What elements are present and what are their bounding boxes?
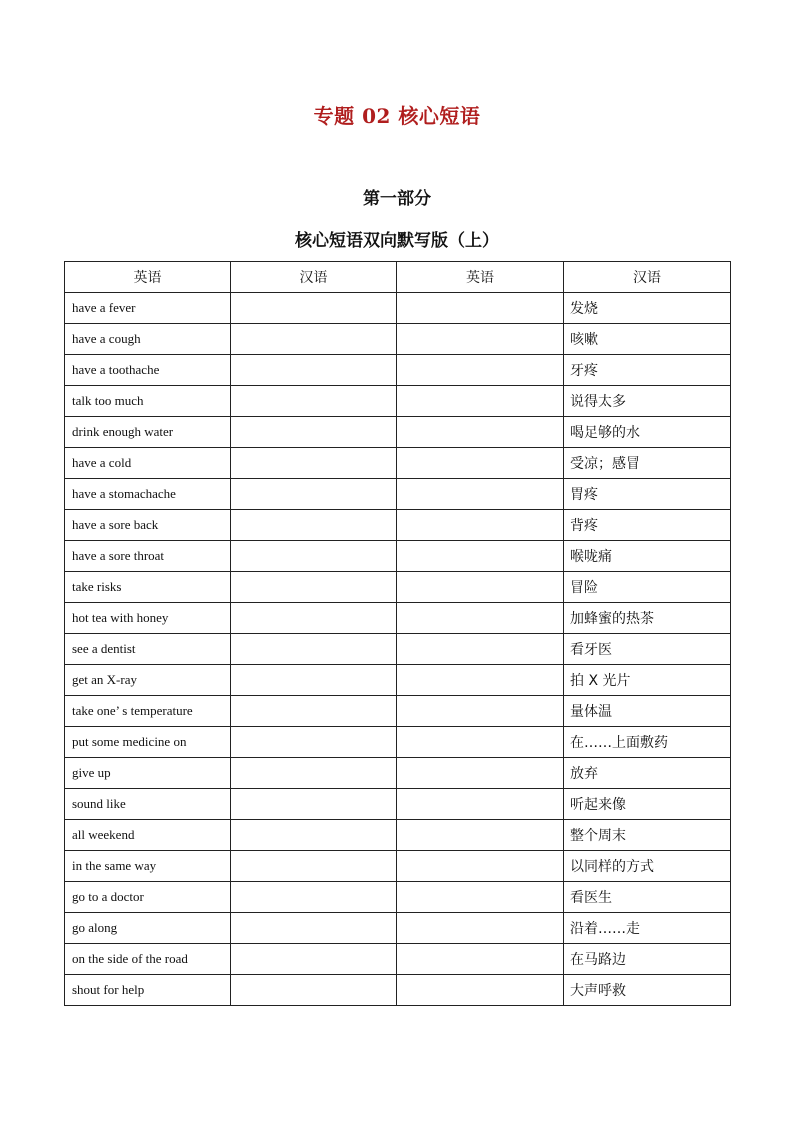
table-row bbox=[65, 758, 731, 789]
english-answer-blank bbox=[397, 882, 564, 913]
chinese-answer-blank bbox=[231, 882, 397, 913]
header-english-1: 英语 bbox=[65, 262, 231, 293]
english-answer-blank bbox=[397, 634, 564, 665]
table-header-row bbox=[65, 262, 731, 293]
table-row bbox=[65, 417, 731, 448]
table-row bbox=[65, 479, 731, 510]
table-row bbox=[65, 944, 731, 975]
english-phrase-cell: take risks bbox=[65, 572, 231, 603]
english-answer-blank bbox=[397, 851, 564, 882]
chinese-phrase-cell: 喉咙痛 bbox=[564, 541, 731, 572]
english-answer-blank bbox=[397, 665, 564, 696]
english-answer-blank bbox=[397, 355, 564, 386]
chinese-answer-blank bbox=[231, 293, 397, 324]
header-english-2: 英语 bbox=[397, 262, 564, 293]
chinese-answer-blank bbox=[231, 913, 397, 944]
english-answer-blank bbox=[397, 727, 564, 758]
table-row bbox=[65, 355, 731, 386]
table-row bbox=[65, 603, 731, 634]
chinese-phrase-cell: 整个周末 bbox=[564, 820, 731, 851]
chinese-answer-blank bbox=[231, 696, 397, 727]
chinese-answer-blank bbox=[231, 572, 397, 603]
chinese-phrase-cell: 以同样的方式 bbox=[564, 851, 731, 882]
english-answer-blank bbox=[397, 293, 564, 324]
table-row bbox=[65, 820, 731, 851]
document-title: 专题 02 核心短语 bbox=[313, 104, 481, 128]
english-phrase-cell: hot tea with honey bbox=[65, 603, 231, 634]
chinese-answer-blank bbox=[231, 634, 397, 665]
chinese-phrase-cell: 胃疼 bbox=[564, 479, 731, 510]
chinese-answer-blank bbox=[231, 975, 397, 1006]
english-phrase-cell: have a toothache bbox=[65, 355, 231, 386]
english-phrase-cell: sound like bbox=[65, 789, 231, 820]
english-phrase-cell: go to a doctor bbox=[65, 882, 231, 913]
english-answer-blank bbox=[397, 944, 564, 975]
english-phrase-cell: have a cold bbox=[65, 448, 231, 479]
chinese-answer-blank bbox=[231, 324, 397, 355]
english-answer-blank bbox=[397, 448, 564, 479]
chinese-phrase-cell: 拍 X 光片 bbox=[564, 665, 731, 696]
table-row bbox=[65, 293, 731, 324]
chinese-answer-blank bbox=[231, 386, 397, 417]
chinese-answer-blank bbox=[231, 510, 397, 541]
english-answer-blank bbox=[397, 789, 564, 820]
chinese-phrase-cell: 看牙医 bbox=[564, 634, 731, 665]
chinese-answer-blank bbox=[231, 479, 397, 510]
vocabulary-table bbox=[64, 261, 731, 1006]
english-phrase-cell: see a dentist bbox=[65, 634, 231, 665]
table-row bbox=[65, 851, 731, 882]
header-chinese-1: 汉语 bbox=[231, 262, 397, 293]
chinese-phrase-cell: 量体温 bbox=[564, 696, 731, 727]
english-answer-blank bbox=[397, 696, 564, 727]
english-answer-blank bbox=[397, 417, 564, 448]
english-phrase-cell: give up bbox=[65, 758, 231, 789]
english-answer-blank bbox=[397, 758, 564, 789]
table-row bbox=[65, 665, 731, 696]
chinese-answer-blank bbox=[231, 541, 397, 572]
english-answer-blank bbox=[397, 913, 564, 944]
table-row bbox=[65, 634, 731, 665]
english-answer-blank bbox=[397, 572, 564, 603]
english-answer-blank bbox=[397, 479, 564, 510]
chinese-answer-blank bbox=[231, 851, 397, 882]
table-row bbox=[65, 727, 731, 758]
section-title: 第一部分 bbox=[363, 189, 431, 209]
table-row bbox=[65, 572, 731, 603]
english-answer-blank bbox=[397, 603, 564, 634]
chinese-phrase-cell: 背疼 bbox=[564, 510, 731, 541]
table-row bbox=[65, 324, 731, 355]
chinese-answer-blank bbox=[231, 417, 397, 448]
table-row bbox=[65, 696, 731, 727]
table-row bbox=[65, 882, 731, 913]
chinese-phrase-cell: 大声呼救 bbox=[564, 975, 731, 1006]
chinese-phrase-cell: 看医生 bbox=[564, 882, 731, 913]
chinese-phrase-cell: 放弃 bbox=[564, 758, 731, 789]
chinese-phrase-cell: 冒险 bbox=[564, 572, 731, 603]
english-answer-blank bbox=[397, 386, 564, 417]
chinese-answer-blank bbox=[231, 355, 397, 386]
chinese-phrase-cell: 受凉；感冒 bbox=[564, 448, 731, 479]
english-answer-blank bbox=[397, 820, 564, 851]
english-phrase-cell: have a fever bbox=[65, 293, 231, 324]
chinese-answer-blank bbox=[231, 820, 397, 851]
english-phrase-cell: all weekend bbox=[65, 820, 231, 851]
english-phrase-cell: put some medicine on bbox=[65, 727, 231, 758]
chinese-phrase-cell: 说得太多 bbox=[564, 386, 731, 417]
english-phrase-cell: have a cough bbox=[65, 324, 231, 355]
chinese-phrase-cell: 发烧 bbox=[564, 293, 731, 324]
table-row bbox=[65, 789, 731, 820]
chinese-answer-blank bbox=[231, 665, 397, 696]
english-phrase-cell: go along bbox=[65, 913, 231, 944]
chinese-answer-blank bbox=[231, 944, 397, 975]
chinese-phrase-cell: 加蜂蜜的热茶 bbox=[564, 603, 731, 634]
table-body bbox=[65, 293, 731, 1006]
english-phrase-cell: have a sore throat bbox=[65, 541, 231, 572]
english-phrase-cell: have a stomachache bbox=[65, 479, 231, 510]
chinese-answer-blank bbox=[231, 603, 397, 634]
table-caption: 核心短语双向默写版（上） bbox=[295, 231, 499, 251]
table-row bbox=[65, 386, 731, 417]
english-phrase-cell: drink enough water bbox=[65, 417, 231, 448]
chinese-answer-blank bbox=[231, 727, 397, 758]
table-row bbox=[65, 541, 731, 572]
english-phrase-cell: have a sore back bbox=[65, 510, 231, 541]
english-phrase-cell: on the side of the road bbox=[65, 944, 231, 975]
english-answer-blank bbox=[397, 975, 564, 1006]
chinese-answer-blank bbox=[231, 789, 397, 820]
table-row bbox=[65, 975, 731, 1006]
chinese-answer-blank bbox=[231, 448, 397, 479]
english-answer-blank bbox=[397, 324, 564, 355]
chinese-answer-blank bbox=[231, 758, 397, 789]
table-row bbox=[65, 510, 731, 541]
english-phrase-cell: take one’ s temperature bbox=[65, 696, 231, 727]
english-phrase-cell: in the same way bbox=[65, 851, 231, 882]
chinese-phrase-cell: 在……上面敷药 bbox=[564, 727, 731, 758]
chinese-phrase-cell: 听起来像 bbox=[564, 789, 731, 820]
table-row bbox=[65, 448, 731, 479]
chinese-phrase-cell: 在马路边 bbox=[564, 944, 731, 975]
table-row bbox=[65, 913, 731, 944]
english-phrase-cell: talk too much bbox=[65, 386, 231, 417]
chinese-phrase-cell: 沿着……走 bbox=[564, 913, 731, 944]
english-answer-blank bbox=[397, 510, 564, 541]
header-chinese-2: 汉语 bbox=[564, 262, 731, 293]
english-phrase-cell: get an X-ray bbox=[65, 665, 231, 696]
chinese-phrase-cell: 牙疼 bbox=[564, 355, 731, 386]
english-answer-blank bbox=[397, 541, 564, 572]
english-phrase-cell: shout for help bbox=[65, 975, 231, 1006]
chinese-phrase-cell: 咳嗽 bbox=[564, 324, 731, 355]
chinese-phrase-cell: 喝足够的水 bbox=[564, 417, 731, 448]
